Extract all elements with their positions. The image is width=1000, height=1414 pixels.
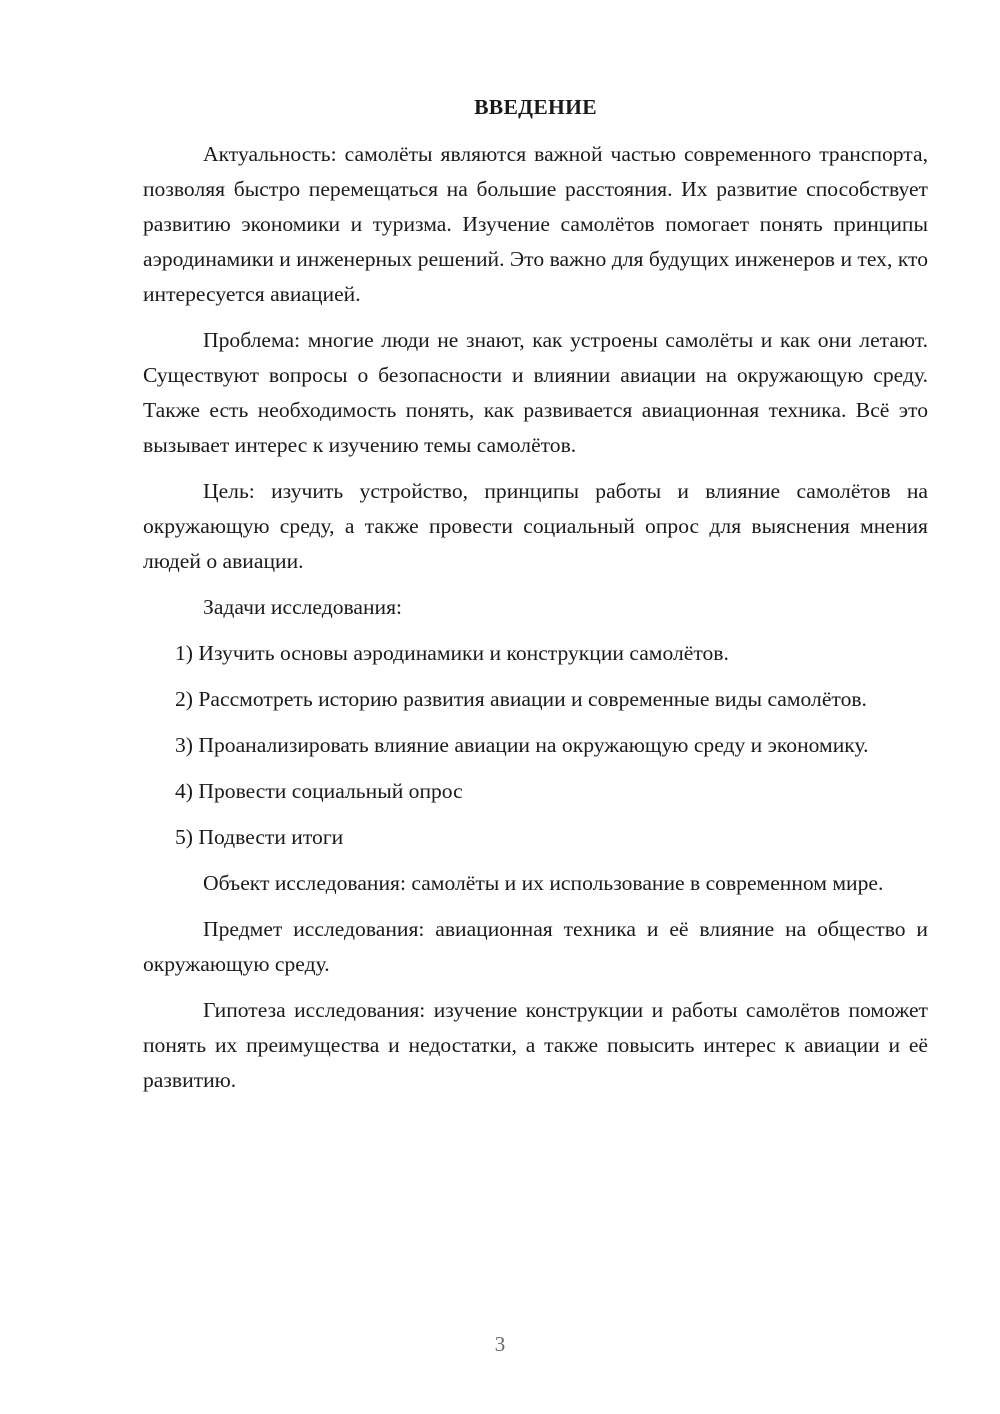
task-item-5: 5) Подвести итоги xyxy=(175,825,344,849)
section-heading: ВВЕДЕНИЕ xyxy=(474,95,597,119)
paragraph-hypothesis: Гипотеза исследования: изучение конструкции и работы самолётов поможет понять их преимущества и недостатки, а также повысить интерес к авиации и её развитию. xyxy=(143,998,928,1092)
paragraph-problem: Проблема: многие люди не знают, как устроены самолёты и как они летают. Существуют вопросы о безопасности и влиянии авиации на окружающую среду. Также есть необходимость понять, как развивается авиационная техника. Всё это вызывает интерес к изучению темы самолётов. xyxy=(143,328,928,457)
task-item-2: 2) Рассмотреть историю развития авиации и современные виды самолётов. xyxy=(175,687,867,711)
paragraph-goal: Цель: изучить устройство, принципы работы и влияние самолётов на окружающую среду, а также провести социальный опрос для выяснения мнения людей о авиации. xyxy=(143,479,928,573)
task-item-4: 4) Провести социальный опрос xyxy=(175,779,463,803)
task-item-3: 3) Проанализировать влияние авиации на окружающую среду и экономику. xyxy=(175,733,869,757)
page-number: 3 xyxy=(494,1332,506,1356)
paragraph-object: Объект исследования: самолёты и их использование в современном мире. xyxy=(203,871,884,895)
paragraph-subject: Предмет исследования: авиационная техника и её влияние на общество и окружающую среду. xyxy=(143,917,928,976)
document-page xyxy=(143,90,928,1109)
paragraph-tasks-intro: Задачи исследования: xyxy=(203,595,403,619)
paragraph-relevance: Актуальность: самолёты являются важной частью современного транспорта, позволяя быстро перемещаться на большие расстояния. Их развитие способствует развитию экономики и туризма. Изучение самолётов помогает понять принципы аэродинамики и инженерных решений. Это важно для будущих инженеров и тех, кто интересуется авиацией. xyxy=(143,142,928,306)
task-item-1: 1) Изучить основы аэродинамики и конструкции самолётов. xyxy=(175,641,729,665)
